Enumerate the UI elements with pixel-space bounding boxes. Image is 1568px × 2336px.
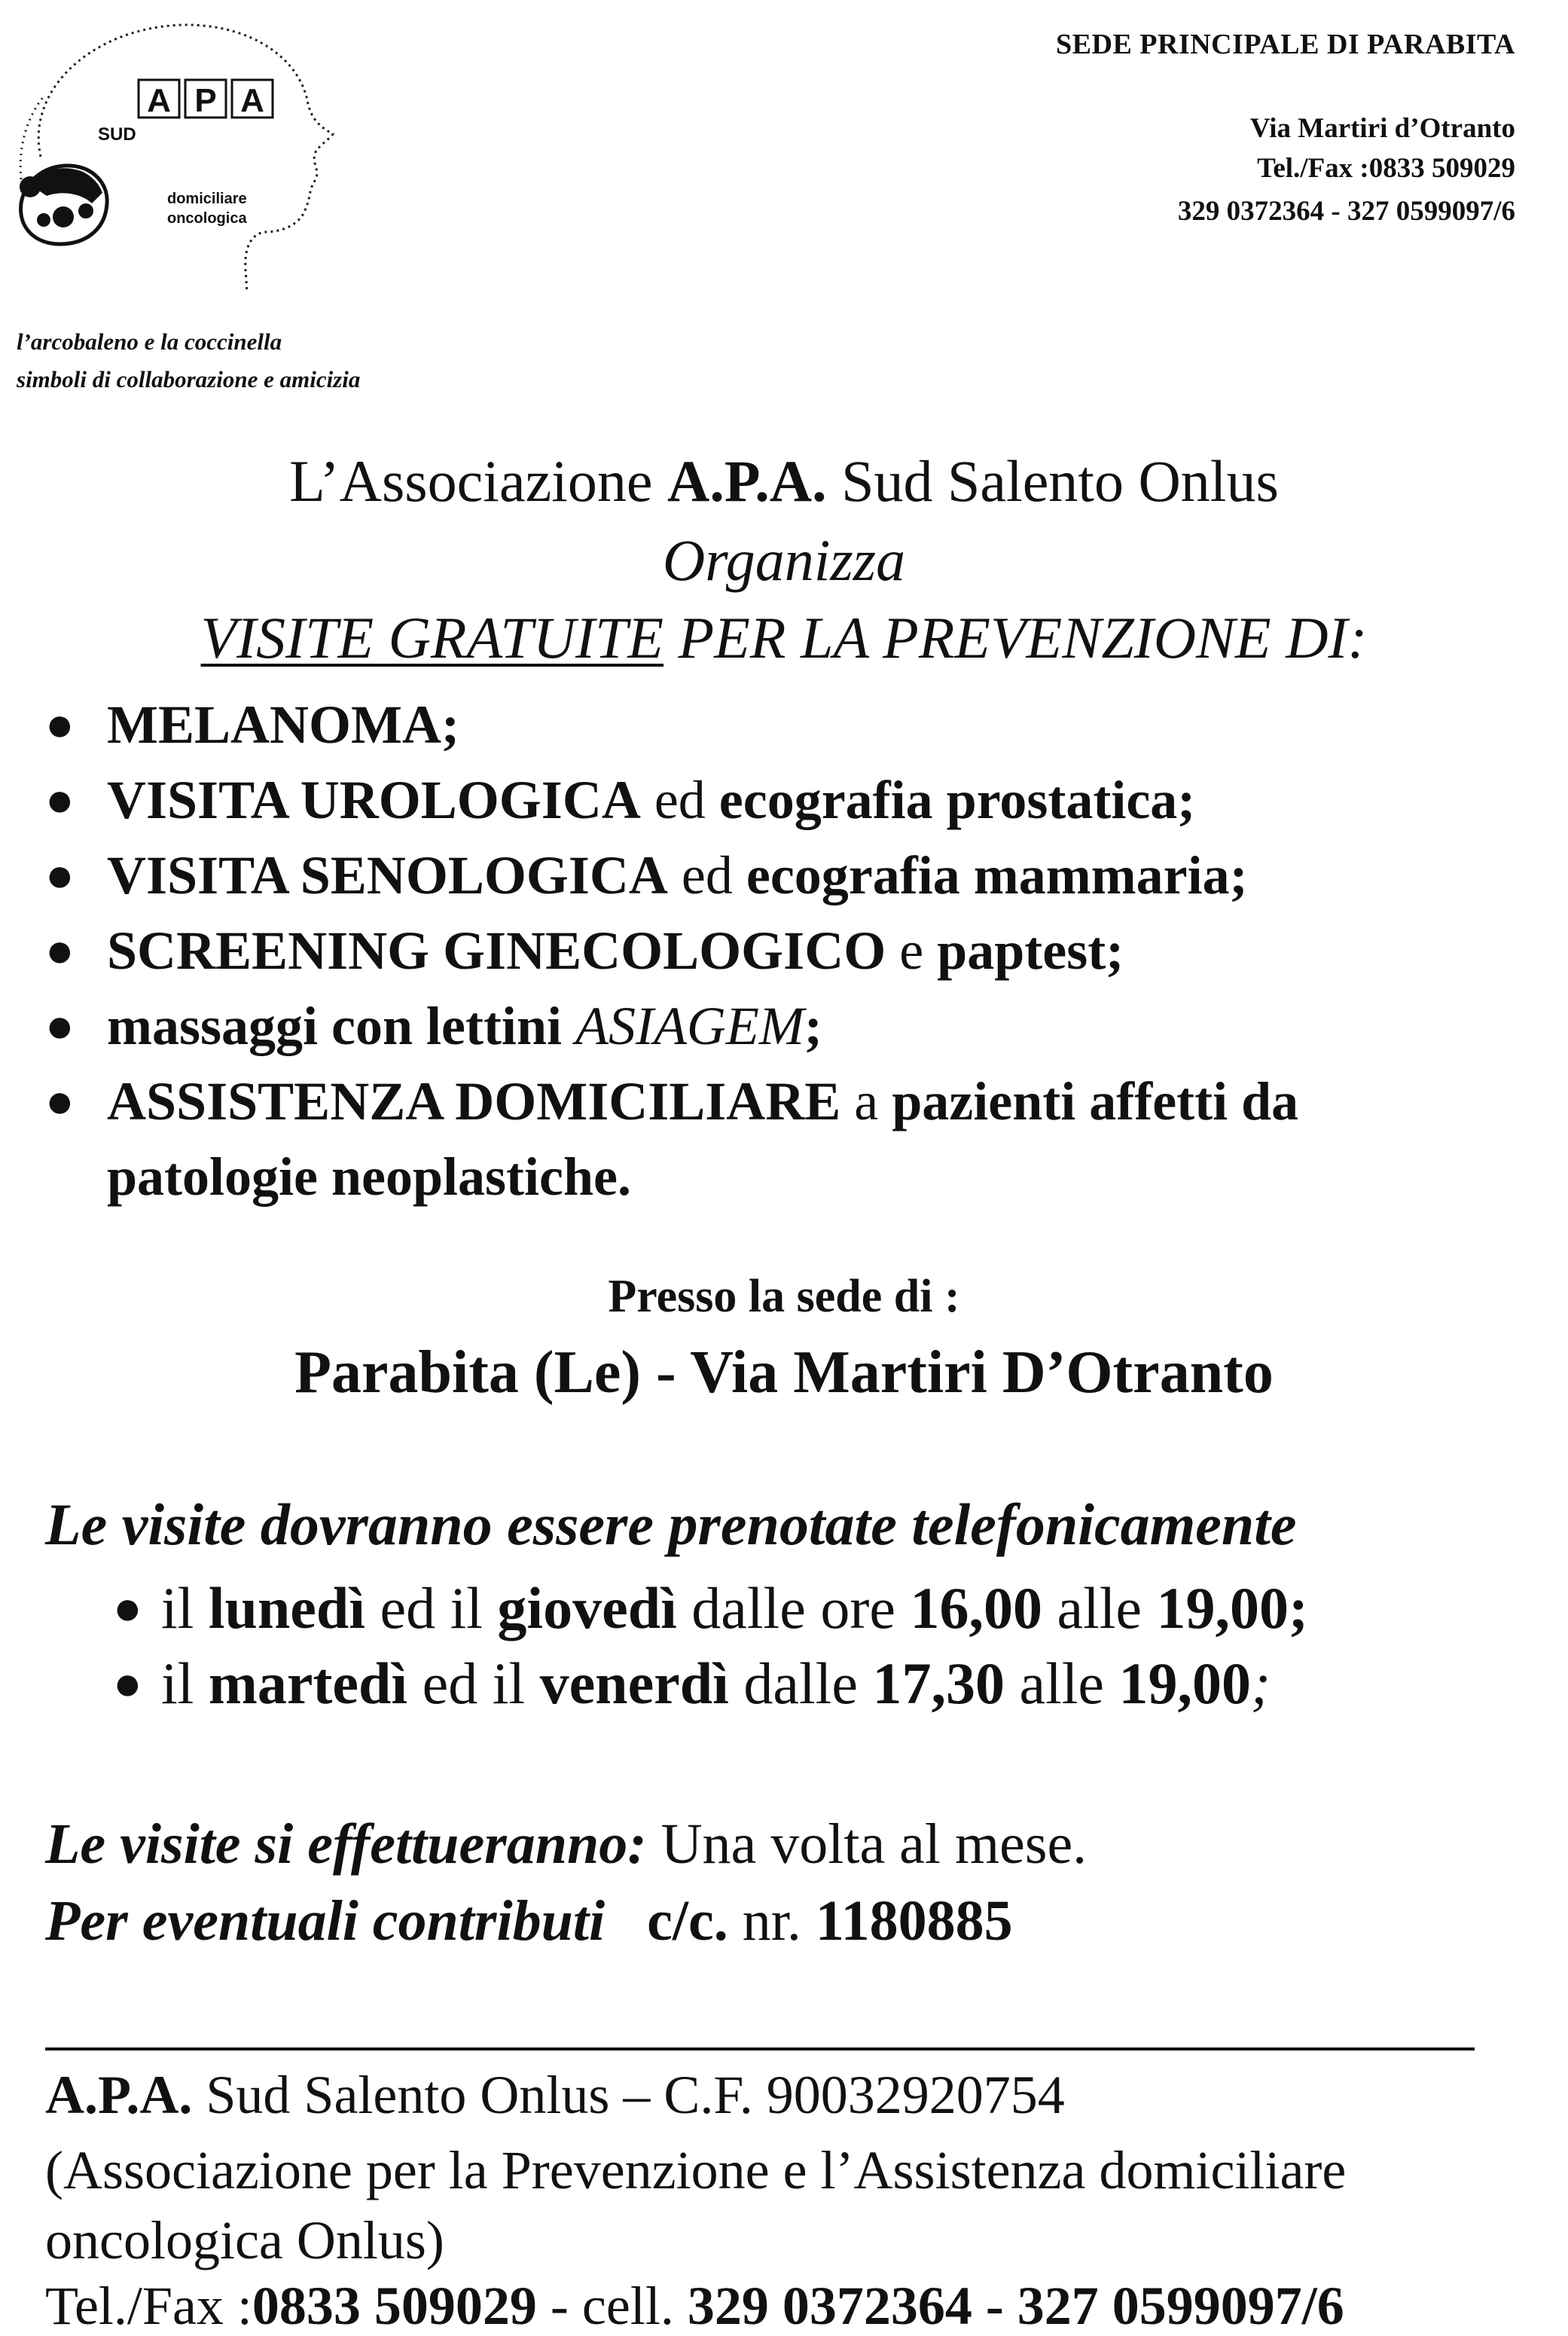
footer-description-2: oncologica Onlus) [45, 2210, 444, 2270]
tagline-line-2: simboli di collaborazione e amicizia [17, 366, 361, 392]
header-telfax: Tel./Fax :0833 509029 [1257, 153, 1515, 184]
logo-sub: SUD [98, 124, 136, 145]
apa-logo [11, 6, 365, 300]
bullet-icon: ● [45, 698, 75, 751]
logo-line-2: oncologica [167, 210, 247, 227]
header-title: SEDE PRINCIPALE DI PARABITA [1056, 29, 1515, 60]
bullet-icon: ● [45, 999, 75, 1052]
header-address: Via Martiri d’Otranto [1249, 113, 1515, 144]
booking-title: Le visite dovranno essere prenotate telefonicamente [45, 1492, 1297, 1557]
logo-brand: A [147, 82, 171, 119]
schedule-item: ● il martedì ed il venerdì dalle 17,30 alle 19,00; [113, 1646, 1308, 1721]
bullet-icon: ● [45, 924, 75, 977]
organizza-label: Organizza [662, 527, 906, 593]
bullet-icon: ● [45, 773, 75, 826]
contributions-account: Per eventuali contributi c/c. nr. 1180885 [45, 1889, 1013, 1953]
service-item: ● ASSISTENZA DOMICILIARE a pazienti affetti da patologie neoplastiche. [45, 1064, 1551, 1214]
bullet-icon: ● [45, 1074, 75, 1128]
bullet-icon: ● [113, 1581, 142, 1635]
ladybug-icon [20, 166, 107, 244]
tagline-line-1: l’arcobaleno e la coccinella [17, 328, 282, 355]
footer-description-1: (Associazione per la Prevenzione e l’Assistenza domiciliare [45, 2140, 1347, 2200]
account-number: 1180885 [815, 1889, 1013, 1953]
service-item: ● SCREENING GINECOLOGICO e paptest; [45, 913, 1551, 988]
logo-line-1: domiciliare [167, 191, 247, 207]
visit-frequency: Le visite si effettueranno: Una volta al mese. [45, 1812, 1088, 1876]
head-profile-outline [38, 25, 333, 292]
svg-text:P: P [194, 82, 217, 119]
services-list [45, 687, 1551, 1214]
service-item: ● MELANOMA; [45, 687, 1551, 762]
service-item: ● VISITA UROLOGICA ed ecografia prostatica; [45, 762, 1551, 838]
footer-contacts: Tel./Fax :0833 509029 - cell. 329 0372364 - 327 0599097/6 [45, 2276, 1344, 2336]
service-item: ● massaggi con lettini ASIAGEM; [45, 988, 1551, 1064]
presso-label: Presso la sede di : [608, 1271, 960, 1322]
service-item: ● VISITA SENOLOGICA ed ecografia mammaria; [45, 838, 1551, 913]
visite-gratuite-heading: VISITE GRATUITE PER LA PREVENZIONE DI: [200, 605, 1368, 670]
header-cell: 329 0372364 - 327 0599097/6 [1177, 196, 1515, 227]
presso-address: Parabita (Le) - Via Martiri D’Otranto [294, 1339, 1274, 1406]
association-line: L’Associazione A.P.A. Sud Salento Onlus [289, 448, 1279, 514]
association-acronym: A.P.A. [667, 448, 827, 514]
footer-divider [45, 2047, 1475, 2050]
bullet-icon: ● [113, 1657, 142, 1710]
booking-schedule [113, 1571, 1308, 1721]
schedule-item: ● il lunedì ed il giovedì dalle ore 16,00 alle 19,00; [113, 1571, 1308, 1646]
svg-text:A: A [240, 82, 264, 119]
footer-org: A.P.A. Sud Salento Onlus – C.F. 90032920754 [45, 2065, 1065, 2125]
bullet-icon: ● [45, 848, 75, 902]
